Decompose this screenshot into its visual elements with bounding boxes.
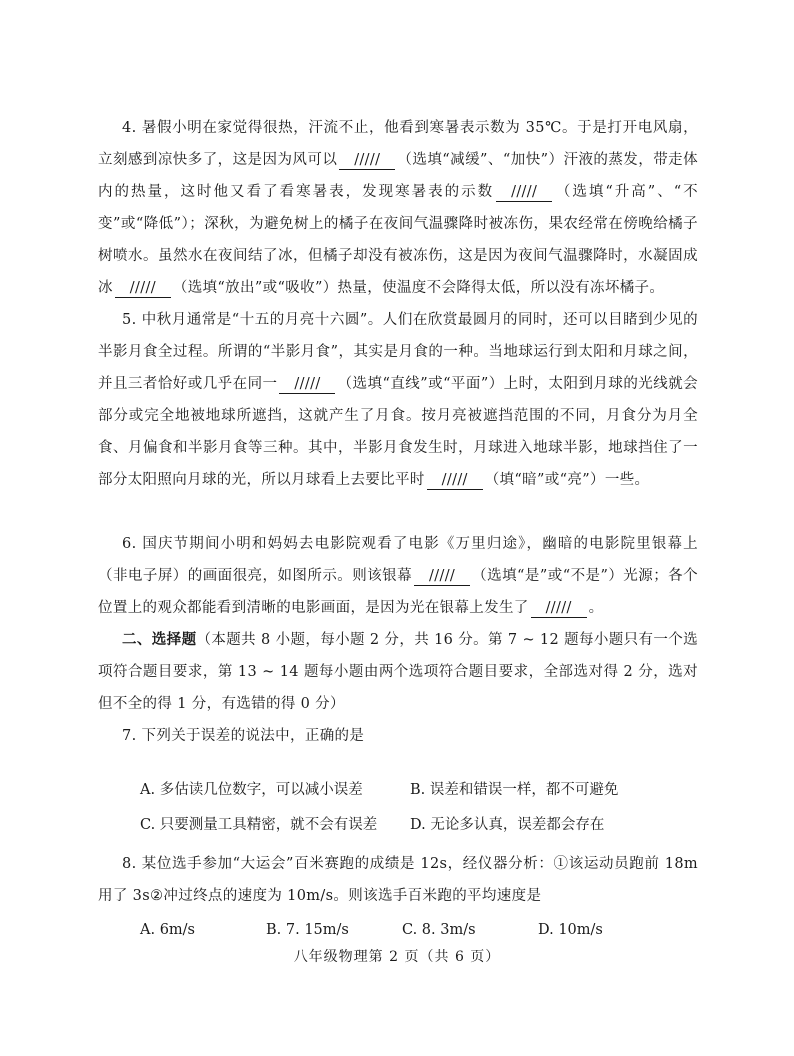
question-4-text-3: （选填“升高”、“不变”或“降低”）；深秋，为避免树上的橘子在夜间气温骤降时被冻伤，果农经常在傍晚给橘子树喷水。虽然水在夜间结了冰，但橘子却没有被冻伤，这是因为夜间气温骤降时，水凝固成冰 (98, 184, 698, 296)
answer-blank[interactable]: ///// (115, 279, 171, 298)
question-5 (98, 304, 698, 496)
option-c[interactable]: C. 只要测量工具精密，就不会有误差 (140, 817, 378, 833)
page-footer: 八年级物理第 2 页（共 6 页） (293, 949, 501, 965)
option-d[interactable]: D. 无论多认真，误差都会存在 (410, 817, 605, 833)
question-6-text-1: 国庆节期间小明和妈妈去电影院观看了电影《万里归途》，幽暗的电影院里银幕上（非电子屏）的画面很亮，如图所示。则该银幕 (98, 536, 698, 584)
section-2-description: （本题共 8 小题，每小题 2 分，共 16 分。第 7 ~ 12 题每小题只有一个选项符合题目要求，第 13 ~ 14 题每小题由两个选项符合题目要求，全部选对得 2 分，选对但不全的得 1 分，有选错的得 0 分） (98, 632, 699, 712)
answer-blank[interactable]: ///// (339, 151, 395, 170)
answer-blank[interactable]: ///// (414, 567, 470, 586)
question-6-number: 6. (122, 536, 137, 552)
option-d[interactable]: D. 10m/s (538, 922, 603, 938)
section-2-heading (98, 624, 698, 720)
question-4-text-4: （选填“放出”或“吸收”）热量，使温度不会降得太低，所以没有冻坏橘子。 (172, 280, 665, 296)
question-5-text-1: 中秋月通常是“十五的月亮十六圆”。人们在欣赏最圆月的同时，还可以目睹到少见的半影月食全过程。所谓的“半影月食”，其实是月食的一种。当地球运行到太阳和月球之间，并且三者恰好或几乎在同一 (98, 312, 699, 392)
option-a[interactable]: A. 6m/s (140, 922, 195, 938)
question-6-text-2: （选填“是”或“不是”）光源；各个位置上的观众都能看到清晰的电影画面，是因为光在银幕上发生了 (98, 568, 698, 616)
question-4-text-2: （选填“减缓”、“加快”）汗液的蒸发，带走体内的热量，这时他又看了看寒暑表，发现寒暑表的示数 (98, 152, 698, 200)
answer-blank[interactable]: ///// (427, 471, 483, 490)
option-c[interactable]: C. 8. 3m/s (402, 922, 476, 938)
question-6 (98, 528, 698, 624)
question-7-stem: 7. 下列关于误差的说法中，正确的是 (122, 728, 365, 744)
option-b[interactable]: B. 7. 15m/s (266, 922, 349, 938)
answer-blank[interactable]: ///// (279, 375, 335, 394)
question-7 (98, 720, 698, 752)
question-5-text-3: （填“暗”或“亮”）一些。 (484, 472, 650, 488)
question-8 (98, 848, 698, 912)
question-5-number: 5. (122, 312, 137, 328)
option-a[interactable]: A. 多估读几位数字，可以减小误差 (140, 782, 363, 798)
question-6-text-3: 。 (588, 600, 604, 616)
question-5-text-2: （选填“直线”或“平面”）上时，太阳到月球的光线就会部分或完全地被地球所遮挡，这就产生了月食。按月亮被遮挡范围的不同，月食分为月全食、月偏食和半影月食等三种。其中，半影月食发生时，月球进入地球半影，地球挡住了一部分太阳照向月球的光，所以月球看上去要比平时 (98, 376, 699, 488)
section-2-title: 二、选择题 (122, 631, 197, 648)
question-4-number: 4. (122, 120, 137, 136)
question-4-text-1: 暑假小明在家觉得很热，汗流不止，他看到寒暑表示数为 35℃。于是打开电风扇，立刻感到凉快多了，这是因为风可以 (98, 120, 699, 168)
answer-blank[interactable]: ///// (496, 183, 552, 202)
option-b[interactable]: B. 误差和错误一样，都不可避免 (410, 782, 619, 798)
answer-blank[interactable]: ///// (531, 599, 587, 618)
question-4 (98, 112, 698, 304)
question-8-stem: 8. 某位选手参加“大运会”百米赛跑的成绩是 12s，经仪器分析：①该运动员跑前 18m 用了 3s②冲过终点的速度为 10m/s。则该选手百米跑的平均速度是 (98, 856, 698, 904)
